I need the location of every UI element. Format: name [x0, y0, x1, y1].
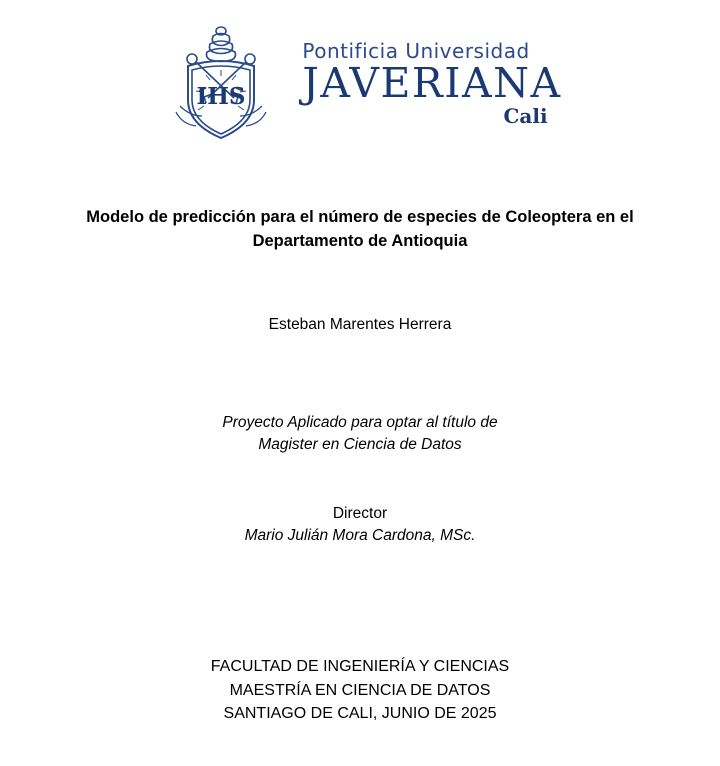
svg-text:IHS: IHS — [196, 83, 246, 110]
university-logo — [158, 22, 561, 144]
director-block — [245, 503, 476, 547]
footer-place-date: SANTIAGO DE CALI, JUNIO DE 2025 — [223, 705, 497, 723]
wordmark-line-pontificia: Pontificia Universidad — [302, 38, 530, 63]
university-wordmark — [302, 38, 562, 128]
footer-faculty: FACULTAD DE INGENIERÍA Y CIENCIAS — [210, 657, 510, 675]
author-name: Esteban Marentes Herrera — [268, 315, 452, 333]
page-title: Modelo de predicción para el número de especies de Coleoptera en el Departamento de Antioquia — [86, 208, 634, 250]
footer-program: MAESTRÍA EN CIENCIA DE DATOS — [229, 681, 491, 699]
wordmark-line-javeriana: JAVERIANA — [302, 58, 562, 107]
degree-statement — [222, 412, 497, 455]
wordmark-line-cali: Cali — [503, 103, 548, 128]
degree-statement-line-2: Magister en Ciencia de Datos — [258, 435, 462, 453]
javeriana-crest-icon — [158, 22, 284, 144]
director-name: Mario Julián Mora Cardona, MSc. — [244, 527, 476, 545]
degree-statement-line-1: Proyecto Aplicado para optar al título de — [222, 413, 498, 431]
director-label: Director — [332, 505, 388, 523]
footer-block — [0, 655, 720, 726]
